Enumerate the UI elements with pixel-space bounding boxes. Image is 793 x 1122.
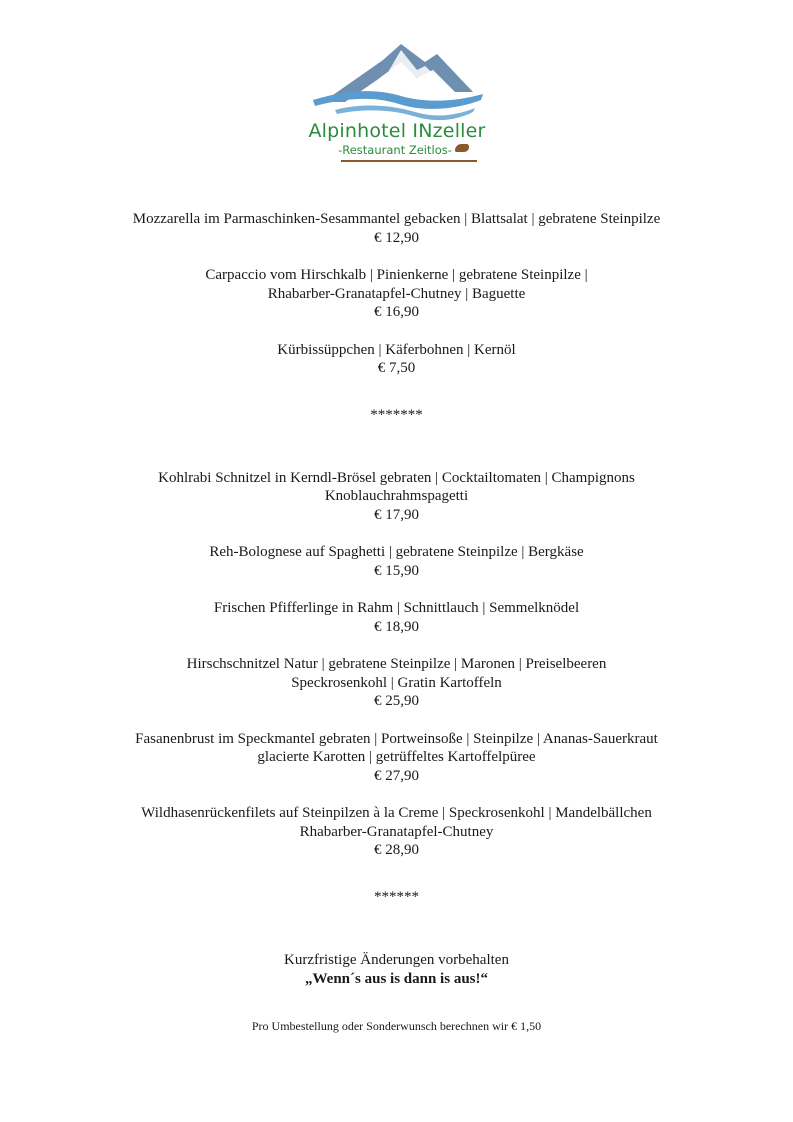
menu-item — [0, 730, 793, 786]
surcharge-note: Pro Umbestellung oder Sonderwunsch berechnen wir € 1,50 — [251, 1018, 542, 1033]
dish-price: € 15,90 — [374, 562, 419, 579]
dish-price: € 17,90 — [374, 506, 419, 523]
dish-description: Kohlrabi Schnitzel in Kerndl-Brösel gebraten | Cocktailtomaten | Champignons — [158, 469, 635, 486]
dish-price: € 25,90 — [374, 693, 419, 709]
menu-item — [0, 210, 793, 247]
menu-item — [0, 655, 793, 711]
dish-price: € 27,90 — [374, 767, 419, 784]
dish-description: Frischen Pfifferlinge in Rahm | Schnittlauch | Semmelknödel — [213, 600, 580, 616]
logo-restaurant-subtitle: -Restaurant Zeitlos- — [338, 143, 452, 157]
section-separator: ******* — [370, 406, 423, 423]
menu-item — [0, 599, 793, 636]
menu-list — [0, 210, 793, 1034]
dish-price: € 18,90 — [374, 618, 419, 635]
dish-description: Reh-Bolognese auf Spaghetti | gebratene Steinpilze | Bergkäse — [209, 544, 584, 560]
dish-price: € 7,50 — [377, 360, 416, 376]
dish-description: Carpaccio vom Hirschkalb | Pinienkerne | gebratene Steinpilze | — [205, 267, 588, 283]
dish-price: € 16,90 — [374, 304, 419, 320]
dish-description: Kürbissüppchen | Käferbohnen | Kernöl — [277, 341, 516, 358]
footer — [0, 951, 793, 1034]
menu-item — [0, 266, 793, 322]
logo-underline — [341, 160, 477, 162]
menu-item — [0, 804, 793, 860]
dish-description: Wildhasenrückenfilets auf Steinpilzen à la Creme | Speckrosenkohl | Mandelbällchen — [141, 805, 652, 821]
dish-price: € 12,90 — [374, 229, 419, 246]
menu-item — [0, 469, 793, 525]
dish-description: Rhabarber-Granatapfel-Chutney — [299, 823, 494, 840]
menu-item — [0, 543, 793, 580]
dish-description: Fasanenbrust im Speckmantel gebraten | Portweinsoße | Steinpilze | Ananas-Sauerkraut — [135, 730, 658, 747]
changes-notice: Kurzfristige Änderungen vorbehalten — [284, 951, 509, 968]
section-separator: ****** — [374, 888, 419, 905]
menu-item — [0, 341, 793, 378]
dish-description: Rhabarber-Granatapfel-Chutney | Baguette — [267, 285, 526, 302]
mountain-logo-icon — [305, 40, 489, 122]
dish-description: Speckrosenkohl | Gratin Kartoffeln — [291, 674, 502, 691]
dish-description: Knoblauchrahmspagetti — [324, 488, 469, 504]
brush-accent-icon — [455, 144, 469, 152]
restaurant-logo — [305, 40, 489, 168]
dish-description: Hirschschnitzel Natur | gebratene Steinpilze | Maronen | Preiselbeeren — [186, 656, 607, 672]
dish-price: € 28,90 — [374, 842, 419, 858]
motto: „Wenn´s aus is dann is aus!“ — [305, 970, 488, 987]
dish-description: glacierte Karotten | getrüffeltes Kartoffelpüree — [257, 749, 536, 765]
logo-hotel-name: Alpinhotel INzeller — [308, 120, 486, 142]
dish-description: Mozzarella im Parmaschinken-Sesammantel gebacken | Blattsalat | gebratene Steinpilze — [132, 211, 661, 227]
